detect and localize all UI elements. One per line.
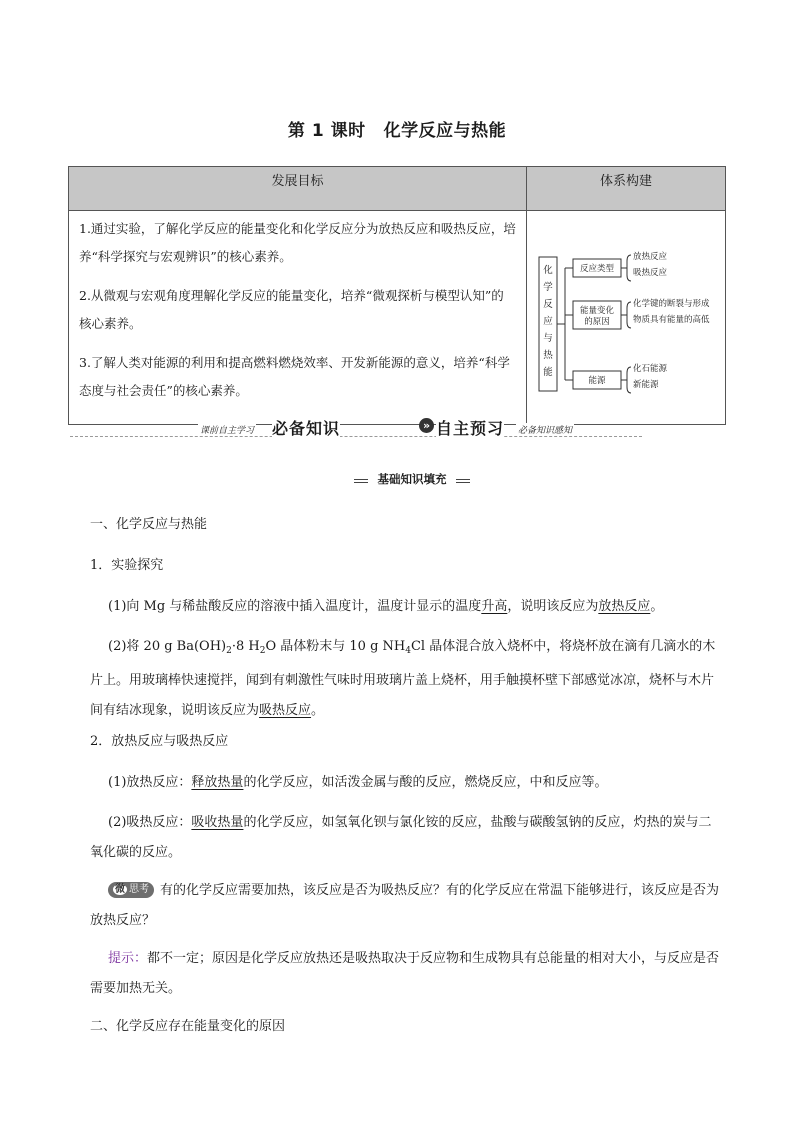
mindmap-branch-label: 能源 <box>588 376 606 386</box>
section-tag <box>354 471 470 491</box>
mindmap-root-text: 化学反应与热能 <box>543 265 553 378</box>
header-structure: 体系构建 <box>527 167 726 211</box>
mindmap-leaf: 化学键的断裂与形成 <box>633 299 710 309</box>
heading-1-1: 1．实验探究 <box>90 558 164 573</box>
blank-answer: 升高 <box>481 599 508 614</box>
banner-right-caption: 必备知识感知 <box>516 423 574 436</box>
page-title <box>0 116 794 141</box>
paragraph-3: (1)放热反应：释放热量的化学反应，如活泼金属与酸的反应，燃烧反应，中和反应等。 <box>108 775 608 790</box>
goals-cell <box>69 211 527 425</box>
mindmap-leaf: 放热反应 <box>633 252 668 262</box>
lesson-title: 化学反应与热能 <box>383 121 507 141</box>
mindmap-leaf: 化石能源 <box>633 364 668 374</box>
banner-arrow-icon: » <box>419 418 434 433</box>
mindmap-leaf: 吸热反应 <box>633 268 668 278</box>
mindmap-branch-label: 反应类型 <box>579 264 615 274</box>
structure-cell <box>527 211 726 425</box>
mindmap-branch-label-line2: 的原因 <box>584 317 610 327</box>
hint-paragraph: 提示：都不一定；原因是化学反应放热还是吸热取决于反应物和生成物具有总能量的相对大小，与反应是否需要加热无关。 <box>90 951 720 996</box>
banner-left-caption: 课前自主学习 <box>198 423 256 436</box>
hint-label: 提示： <box>108 951 148 966</box>
paragraph-4: (2)吸热反应：吸收热量的化学反应，如氢氧化钡与氯化铵的反应，盐酸与碳酸氢钠的反应，灼热的炭与二氧化碳的反应。 <box>90 815 712 860</box>
knowledge-mindmap <box>527 211 725 416</box>
heading-1: 一、化学反应与热能 <box>90 517 208 532</box>
section-tag-text: 基础知识填充 <box>368 471 456 487</box>
think-badge-icon: 微 思考 <box>108 882 154 898</box>
lesson-number: 第 1 课时 <box>287 121 366 141</box>
mindmap-branch-label-line1: 能量变化 <box>579 306 615 316</box>
blank-answer: 吸热反应 <box>259 703 312 718</box>
goal-item: 2.从微观与宏观角度理解化学反应的能量变化，培养“微观探析与模型认知”的核心素养。 <box>79 288 504 331</box>
blank-answer: 吸收热量 <box>191 815 244 830</box>
goal-item: 1.通过实验，了解化学反应的能量变化和化学反应分为放热反应和吸热反应，培养“科学探究与宏观辨识”的核心素养。 <box>79 221 516 264</box>
blank-answer: 放热反应 <box>598 599 651 614</box>
heading-1-2: 2．放热反应与吸热反应 <box>90 734 229 749</box>
mindmap-leaf: 物质具有能量的高低 <box>633 315 710 325</box>
section-banner <box>70 416 642 444</box>
heading-2: 二、化学反应存在能量变化的原因 <box>90 1019 286 1034</box>
banner-title-right: 自主预习 <box>436 416 504 439</box>
blank-answer: 释放热量 <box>191 775 244 790</box>
mindmap-leaf: 新能源 <box>633 380 659 390</box>
goal-item: 3.了解人类对能源的利用和提高燃料燃烧效率、开发新能源的意义，培养“科学态度与社会责任”的核心素养。 <box>79 355 510 398</box>
banner-title-left: 必备知识 <box>272 416 340 439</box>
paragraph-1: (1)向 Mg 与稀盐酸反应的溶液中插入温度计，温度计显示的温度升高，说明该反应为放热反应。 <box>108 599 664 614</box>
think-question: 微 思考 有的化学反应需要加热，该反应是否为吸热反应？有的化学反应在常温下能够进行，该反应是否为放热反应？ <box>90 883 720 928</box>
goals-table <box>68 166 726 425</box>
header-goals: 发展目标 <box>69 167 527 211</box>
paragraph-2: (2)将 20 g $Ba(OH)_2\cdot 8$ $H_2O$ 晶体粉末与 10 g $NH_4Cl$ 晶体混合放入烧杯中，将烧杯放在滴有几滴水的木片上。用玻璃棒快速搅拌，闻到有刺激性气味时用玻璃片盖上烧杯，用手触摸杯壁下部感觉冰凉，烧杯与木片间有结冰现象，说明该反应为吸热反应。 <box>90 639 716 718</box>
